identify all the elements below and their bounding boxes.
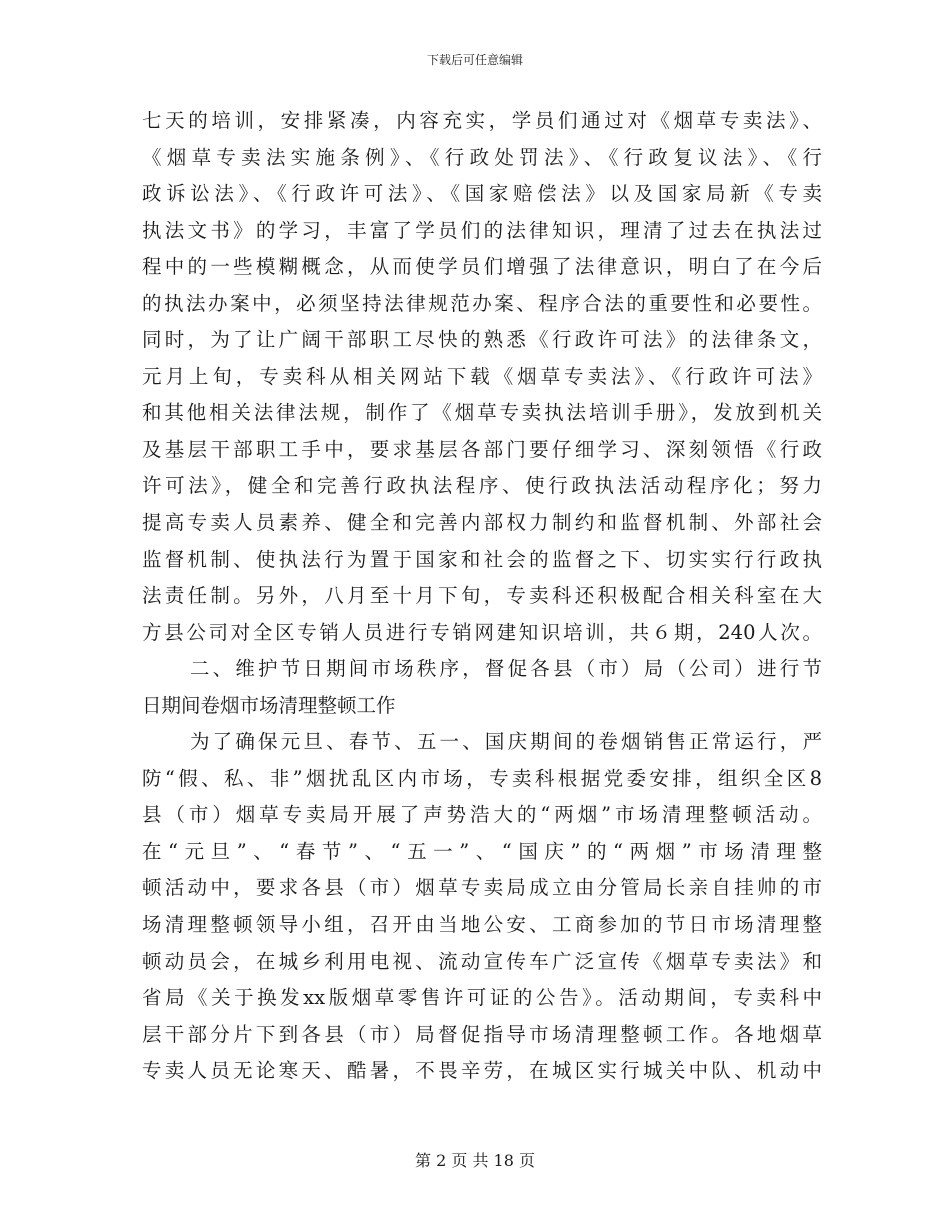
text-line: 顿动员会，在城乡利用电视、流动宣传车广泛宣传《烟草专卖法》和: [142, 949, 822, 973]
text-line: 省局《关于换发xx版烟草零售许可证的公告》。活动期间，专卖科中: [142, 986, 822, 1010]
document-body: [142, 103, 822, 1090]
text-line: 在“元旦”、“春节”、“五一”、“国庆”的“两烟”市场清理整: [142, 839, 822, 863]
text-line: 政诉讼法》、《行政许可法》、《国家赔偿法》以及国家局新《专卖: [142, 182, 822, 206]
section-heading-line: 日期间卷烟市场清理整顿工作: [142, 693, 396, 717]
text-line: 执法文书》的学习，丰富了学员们的法律知识，理清了过去在执法过: [142, 218, 822, 242]
text-line: 方县公司对全区专销人员进行专销网建知识培训，共６期，240人次。: [142, 620, 822, 644]
page-number-footer: 第 2 页 共 18 页: [415, 1151, 535, 1170]
text-line: 县（市）烟草专卖局开展了声势浩大的“两烟”市场清理整顿活动。: [142, 803, 822, 827]
text-line: 法责任制。另外，八月至十月下旬，专卖科还积极配合相关科室在大: [142, 584, 822, 608]
text-line: 和其他相关法律法规，制作了《烟草专卖执法培训手册》，发放到机关: [142, 401, 822, 425]
page-header: 下载后可任意编辑: [426, 53, 523, 67]
text-line: 层干部分片下到各县（市）局督促指导市场清理整顿工作。各地烟草: [142, 1022, 822, 1046]
text-line: 专卖人员无论寒天、酷暑，不畏辛劳，在城区实行城关中队、机动中: [142, 1059, 822, 1083]
text-line: 的执法办案中，必须坚持法律规范办案、程序合法的重要性和必要性。: [142, 291, 822, 315]
text-line: 《烟草专卖法实施条例》、《行政处罚法》、《行政复议法》、《行: [142, 145, 822, 169]
text-line: 防“假、私、非”烟扰乱区内市场，专卖科根据党委安排，组织全区8: [142, 766, 822, 790]
text-line: 同时，为了让广阔干部职工尽快的熟悉《行政许可法》的法律条文，: [142, 328, 822, 352]
text-line: 许可法》，健全和完善行政执法程序、使行政执法活动程序化；努力: [142, 474, 822, 498]
text-line: 顿活动中，要求各县（市）烟草专卖局成立由分管局长亲自挂帅的市: [142, 876, 822, 900]
text-line: 七天的培训，安排紧凑，内容充实，学员们通过对《烟草专卖法》、: [142, 109, 822, 132]
text-line: 及基层干部职工手中，要求基层各部门要仔细学习、深刻领悟《行政: [142, 437, 822, 461]
text-line: 场清理整顿领导小组，召开由当地公安、工商参加的节日市场清理整: [142, 913, 822, 937]
text-line: 监督机制、使执法行为置于国家和社会的监督之下、切实实行行政执: [142, 547, 822, 571]
text-line: 为了确保元旦、春节、五一、国庆期间的卷烟销售正常运行，严: [190, 730, 822, 754]
section-heading-line: 二、维护节日期间市场秩序，督促各县（市）局（公司）进行节: [190, 657, 822, 681]
text-line: 元月上旬，专卖科从相关网站下载《烟草专卖法》、《行政许可法》: [142, 364, 822, 388]
text-line: 程中的一些模糊概念，从而使学员们增强了法律意识，明白了在今后: [142, 255, 822, 279]
text-line: 提高专卖人员素养、健全和完善内部权力制约和监督机制、外部社会: [142, 511, 822, 535]
